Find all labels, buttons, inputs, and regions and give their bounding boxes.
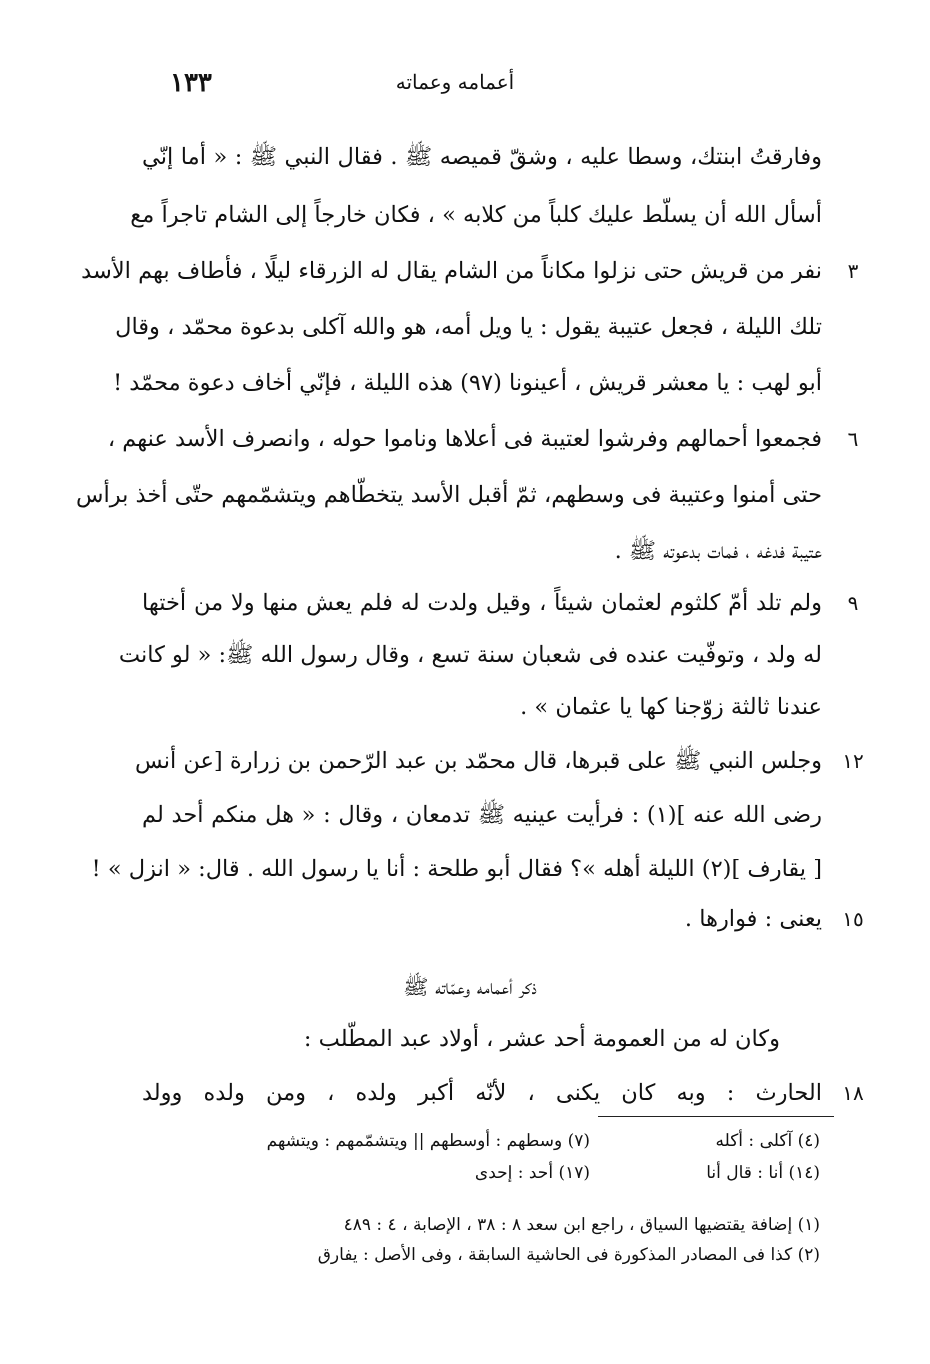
- text-line: عتيبة فدغه ، فمات بدعوته ﷺ .: [614, 538, 822, 564]
- text-line: [ يقارف ](٢) الليلة أهله »؟ فقال أبو طلحة : أنا يا رسول الله . قال: « انزل » !: [91, 856, 822, 882]
- line-number: ٦: [847, 427, 859, 451]
- text-line: الحارث : وبه كان يكنى ، لأنّه أكبر ولده ، ومن ولده وولد: [142, 1080, 822, 1106]
- text-line: تلك الليلة ، فجعل عتيبة يقول : يا ويل أمه، هو والله آكلى بدعوة محمّد ، وقال: [115, 314, 822, 340]
- page-number: ١٣٣: [170, 68, 212, 98]
- running-title: أعمامه وعماته: [395, 70, 515, 94]
- variant-note: (١٧) أحد : إحدى: [474, 1163, 590, 1183]
- line-number: ١٢: [842, 749, 864, 773]
- line-number: ١٥: [842, 907, 864, 931]
- text-line: ولم تلد أمّ كلثوم لعثمان شيئاً ، وقيل ولدت له فلم يعش منها ولا من أختها: [142, 590, 822, 616]
- text-line: عندنا ثالثة زوّجنا كها يا عثمان » .: [520, 694, 822, 720]
- section-intro: وكان له من العمومة أحد عشر ، أولاد عبد المطّلب :: [303, 1026, 780, 1052]
- text-line: حتى أمنوا وعتيبة فى وسطهم، ثمّ أقبل الأسد يتخطّاهم ويتشمّمهم حتّى أخذ برأس: [76, 482, 822, 508]
- text-line: وجلس النبي ﷺ على قبرها، قال محمّد بن عبد الرّحمن بن زرارة [عن أنس: [135, 748, 822, 774]
- text-line: رضى الله عنه ](١) : فرأيت عينيه ﷺ تدمعان ، وقال : « هل منكم أحد لم: [142, 802, 823, 828]
- footnote: (١) إضافة يقتضيها السياق ، راجع ابن سعد ٨ : ٣٨ ، الإصابة ، ٤ : ٤٨٩: [343, 1215, 820, 1235]
- text-line: وفارقتُ ابنتك، وسطا عليه ، وشقّ قميصه ﷺ . فقال النبي ﷺ : « أما إنّي: [142, 144, 822, 170]
- variant-note: (١٤) أنا : قال أنا: [706, 1163, 820, 1183]
- text-line: نفر من قريش حتى نزلوا مكاناً من الشام يقال له الزرقاء ليلًا ، فأطاف بهم الأسد: [81, 258, 822, 284]
- line-number: ٣: [847, 259, 859, 283]
- line-number: ٩: [847, 591, 859, 615]
- variant-note: (٧) وسطهم : أوسطهم || ويتشمّمهم : ويتشهم: [266, 1131, 590, 1151]
- text-line: يعنى : فوارها .: [684, 906, 822, 932]
- text-line: أبو لهب : يا معشر قريش ، أعينونا (٩٧) هذه الليلة ، فإنّي أخاف دعوة محمّد !: [113, 370, 822, 396]
- text-line: له ولد ، وتوفّيت عنده فى شعبان سنة تسع ، وقال رسول الله ﷺ: « لو كانت: [118, 642, 822, 668]
- text-line: فجمعوا أحمالهم وفرشوا لعتيبة فى أعلاها وناموا حوله ، وانصرف الأسد عنهم ،: [107, 426, 822, 452]
- variant-note: (٤) آكلى : أكله: [715, 1131, 820, 1151]
- page-header: [150, 68, 760, 104]
- footnote: (٢) كذا فى المصادر المذكورة فى الحاشية السابقة ، وفى الأصل : يفارق: [317, 1245, 820, 1265]
- section-heading: ذكر أعمامه وعمّاته ﷺ: [403, 975, 537, 999]
- text-line: أسأل الله أن يسلّط عليك كلباً من كلابه » ، فكان خارجاً إلى الشام تاجراً مع: [130, 202, 822, 228]
- line-number: ١٨: [842, 1081, 864, 1105]
- footnote-divider: [598, 1116, 834, 1117]
